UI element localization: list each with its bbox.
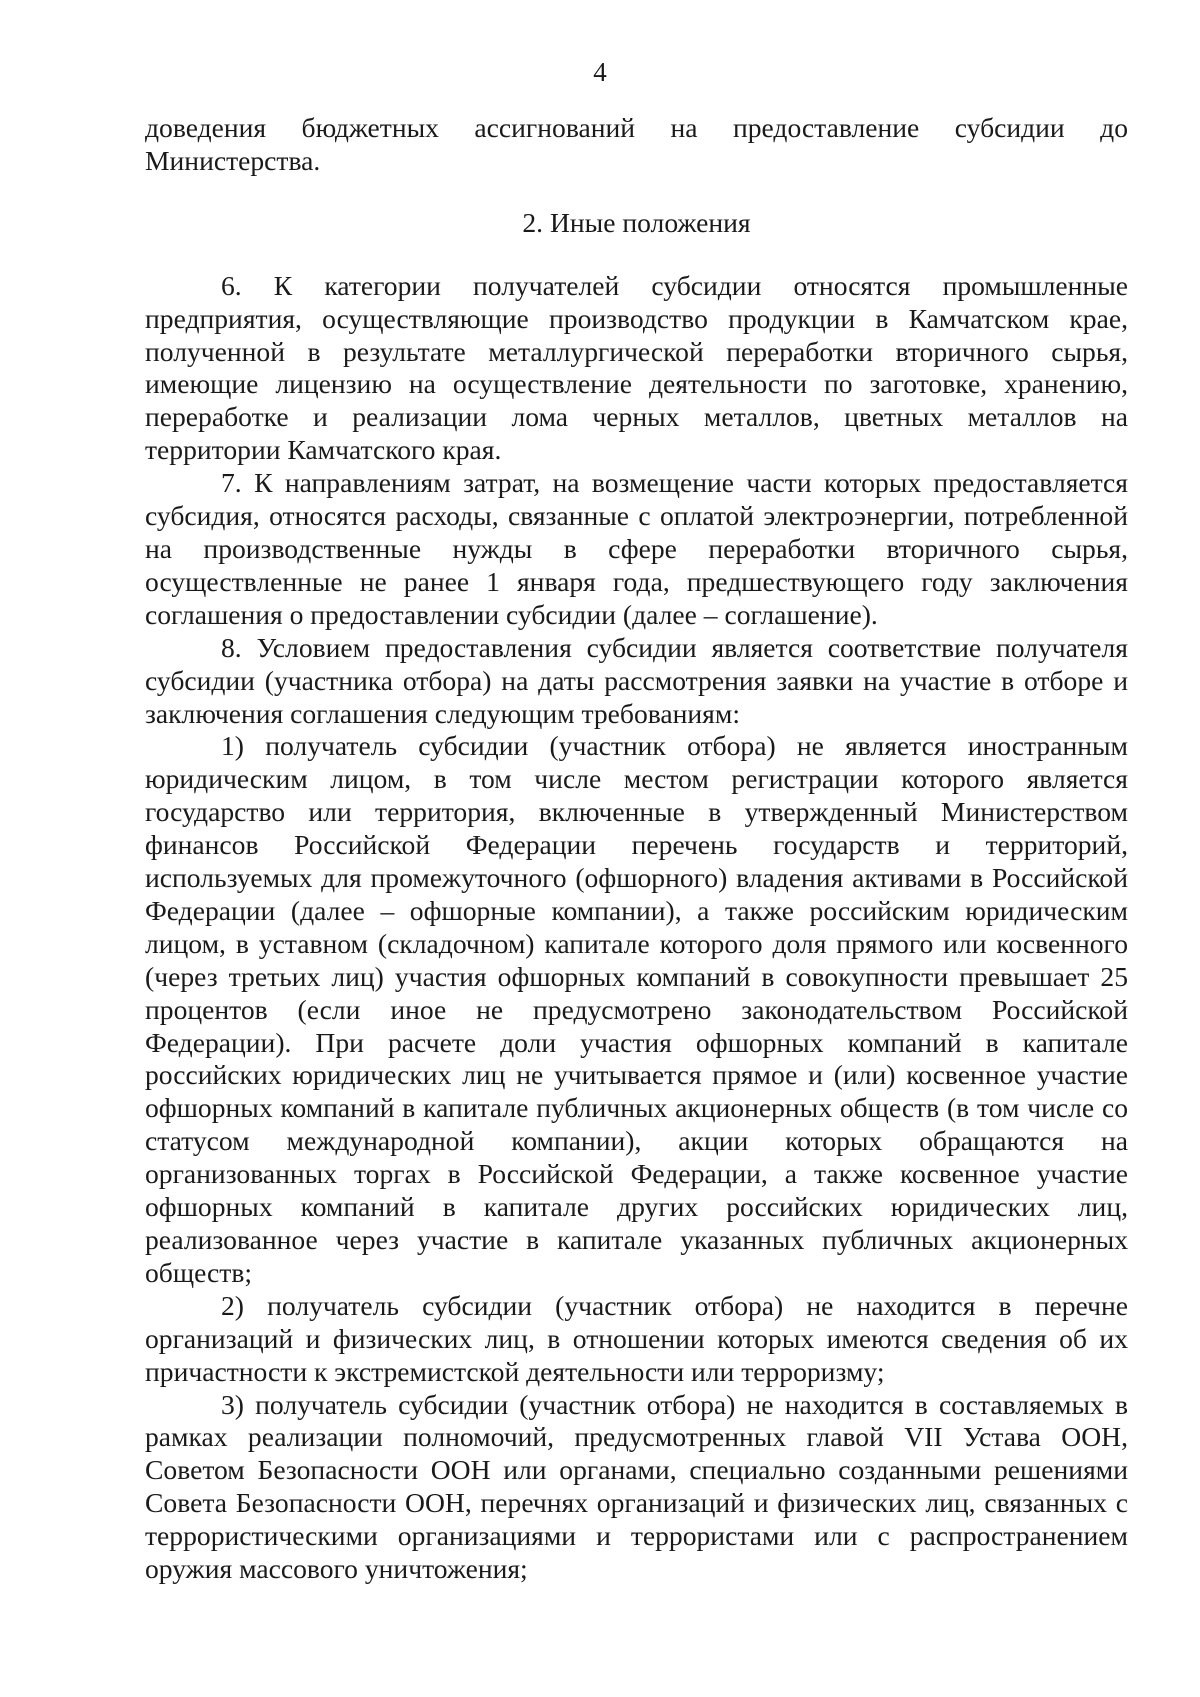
- paragraph-item-7: 7. К направлениям затрат, на возмещение части которых предоставляется субсидия, относятся расходы, связанные с оплатой электроэнергии, потребленной на производственные нужды в сфере переработки вторичного сырья, осуществленные не ранее 1 января года, предшествующего году заключения соглашения о предоставлении субсидии (далее – соглашение).: [145, 467, 1128, 630]
- subitem-2: 2) получатель субсидии (участник отбора) не находится в перечне организаций и физических лиц, в отношении которых имеются сведения об их причастности к экстремистской деятельности или терроризму;: [145, 1289, 1128, 1387]
- subitem-1: 1) получатель субсидии (участник отбора) не является иностранным юридическим лицом, в том числе местом регистрации которого является государство или территория, включенные в утвержденный Министерством финансов Российской Федерации перечень государств и территорий, используемых для промежуточного (офшорного) владения активами в Российской Федерации (далее – офшорные компании), а также российским юридическим лицом, в уставном (складочном) капитале которого доля прямого или косвенного (через третьих лиц) участия офшорных компаний в совокупности превышает 25 процентов (если иное не предусмотрено законодательством Российской Федерации). При расчете доли участия офшорных компаний в капитале российских юридических лиц не учитывается прямое и (или) косвенное участие офшорных компаний в капитале публичных акционерных обществ (в том числе со статусом международной компании), акции которых обращаются на организованных торгах в Российской Федерации, а также косвенное участие офшорных компаний в капитале других российских юридических лиц, реализованное через участие в капитале указанных публичных акционерных обществ;: [145, 730, 1128, 1288]
- document-body: [145, 112, 1128, 1586]
- paragraph-item-6: 6. К категории получателей субсидии относятся промышленные предприятия, осуществляющие производство продукции в Камчатском крае, полученной в результате металлургической переработки вторичного сырья, имеющие лицензию на осуществление деятельности по заготовке, хранению, переработке и реализации лома черных металлов, цветных металлов на территории Камчатского края.: [145, 269, 1128, 466]
- subitem-3: 3) получатель субсидии (участник отбора) не находится в составляемых в рамках реализации полномочий, предусмотренных главой VII Устава ООН, Советом Безопасности ООН или органами, специально созданными решениями Совета Безопасности ООН, перечнях организаций и физических лиц, связанных с террористическими организациями и террористами или с распространением оружия массового уничтожения;: [145, 1388, 1128, 1585]
- page-number: 4: [593, 57, 607, 87]
- paragraph-continuation: доведения бюджетных ассигнований на предоставление субсидии до Министерства.: [145, 112, 1128, 176]
- section-heading: 2. Иные положения: [522, 206, 751, 238]
- paragraph-item-8: 8. Условием предоставления субсидии является соответствие получателя субсидии (участника отбора) на даты рассмотрения заявки на участие в отборе и заключения соглашения следующим требованиям:: [145, 631, 1128, 729]
